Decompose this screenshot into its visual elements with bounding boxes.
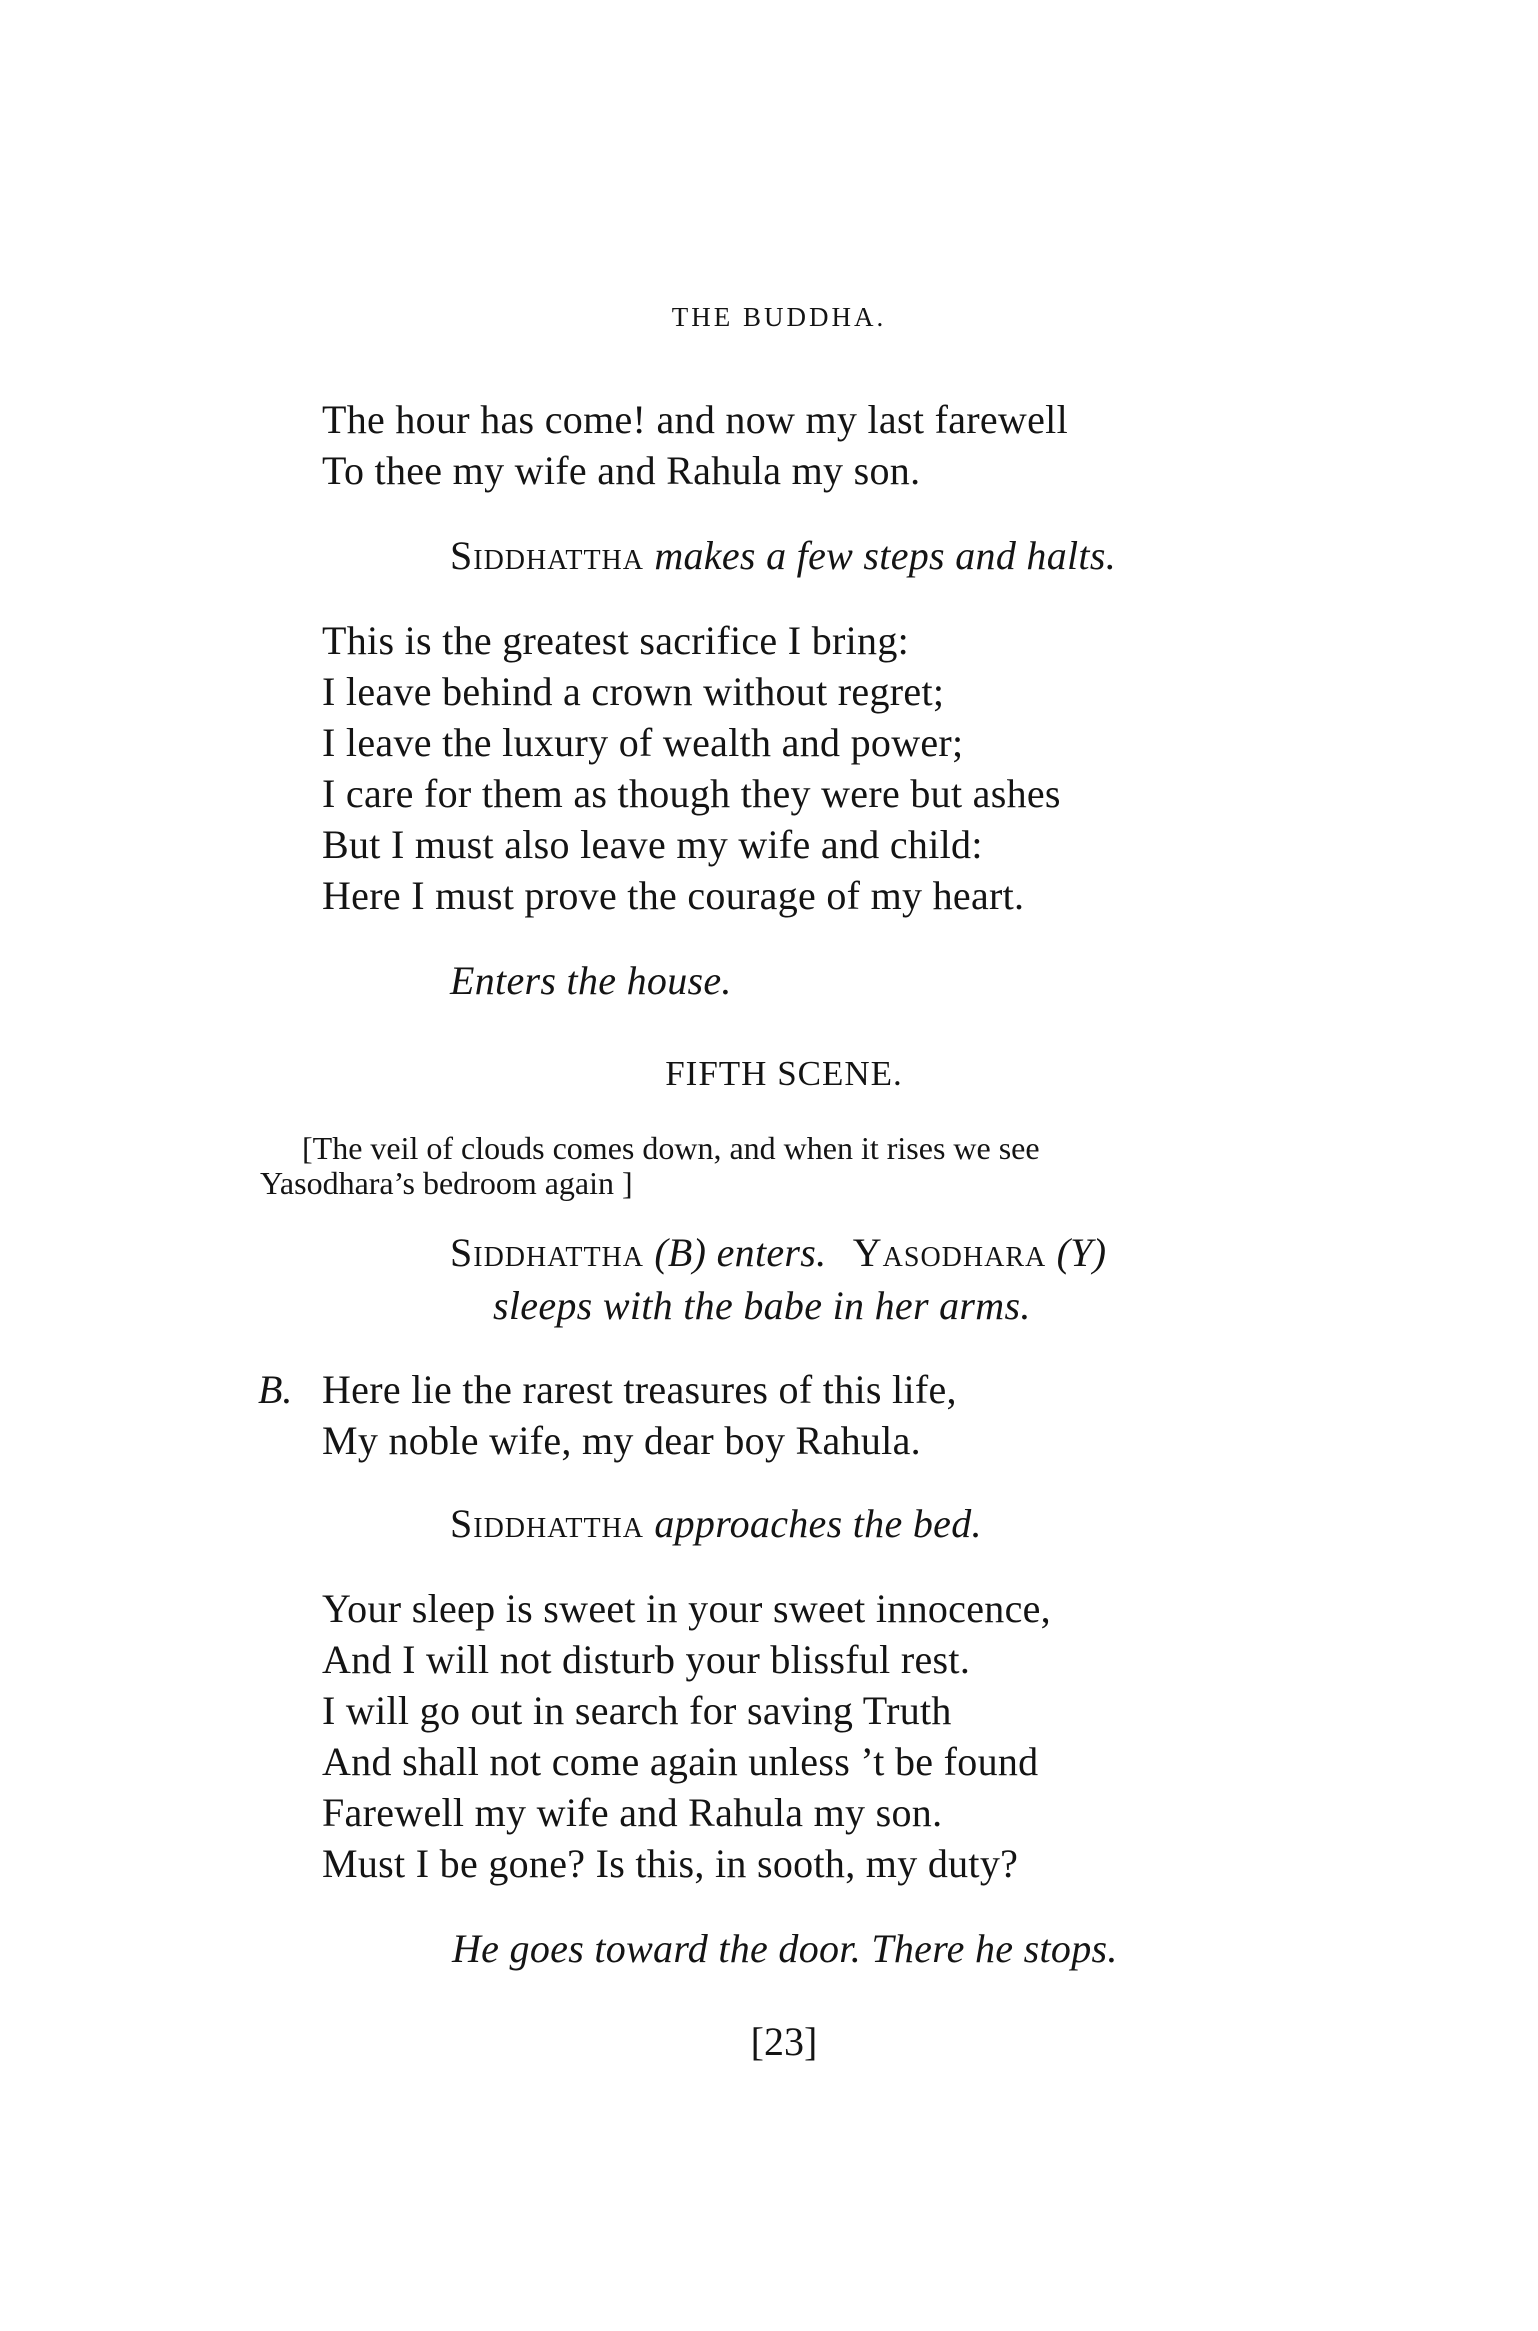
stage-direction: [450, 1500, 982, 1548]
verse-line: Must I be gone? Is this, in sooth, my duty?: [322, 1841, 1019, 1886]
verse-line: The hour has come! and now my last farewell: [322, 397, 1068, 442]
stage-direction: He goes toward the door. There he stops.: [452, 1926, 1118, 1971]
verse-line: This is the greatest sacrifice I bring:: [322, 618, 910, 663]
verse-line: Your sleep is sweet in your sweet innocence,: [322, 1586, 1051, 1631]
running-head: THE BUDDHA.: [671, 302, 887, 332]
verse-line: To thee my wife and Rahula my son.: [322, 448, 921, 493]
character-name: Yasodhara: [852, 1230, 1047, 1275]
stage-direction: [450, 1229, 1106, 1277]
speaker-label: B.: [258, 1367, 293, 1412]
stage-direction: [450, 532, 1116, 580]
stage-direction: sleeps with the babe in her arms.: [493, 1283, 1031, 1328]
character-name: Siddhattha: [450, 533, 644, 578]
direction-text: approaches the bed.: [654, 1501, 982, 1546]
verse-line: But I must also leave my wife and child:: [322, 822, 983, 867]
scene-note-line: Yasodhara’s bedroom again ]: [260, 1165, 633, 1201]
verse-line: Here lie the rarest treasures of this life,: [322, 1367, 957, 1412]
verse-line: Here I must prove the courage of my heart.: [322, 873, 1025, 918]
verse-line: Farewell my wife and Rahula my son.: [322, 1790, 943, 1835]
verse-line: I leave behind a crown without regret;: [322, 669, 945, 714]
character-name: Siddhattha: [450, 1230, 644, 1275]
verse-line: I will go out in search for saving Truth: [322, 1688, 952, 1733]
verse-line: I care for them as though they were but ashes: [322, 771, 1061, 816]
character-abbreviation: (Y): [1056, 1230, 1107, 1275]
verse-line: I leave the luxury of wealth and power;: [322, 720, 964, 765]
character-name: Siddhattha: [450, 1501, 644, 1546]
direction-text: makes a few steps and halts.: [654, 533, 1117, 578]
page-number: [23]: [750, 2019, 818, 2064]
scene-title: FIFTH SCENE.: [665, 1054, 903, 1093]
direction-text: enters.: [716, 1230, 827, 1275]
verse-line: And I will not disturb your blissful rest.: [322, 1637, 971, 1682]
verse-line: And shall not come again unless ’t be found: [322, 1739, 1039, 1784]
character-abbreviation: (B): [654, 1230, 707, 1275]
scene-note-line: [The veil of clouds comes down, and when it rises we see: [302, 1130, 1040, 1166]
stage-direction: Enters the house.: [450, 958, 732, 1003]
verse-line: My noble wife, my dear boy Rahula.: [322, 1418, 921, 1463]
